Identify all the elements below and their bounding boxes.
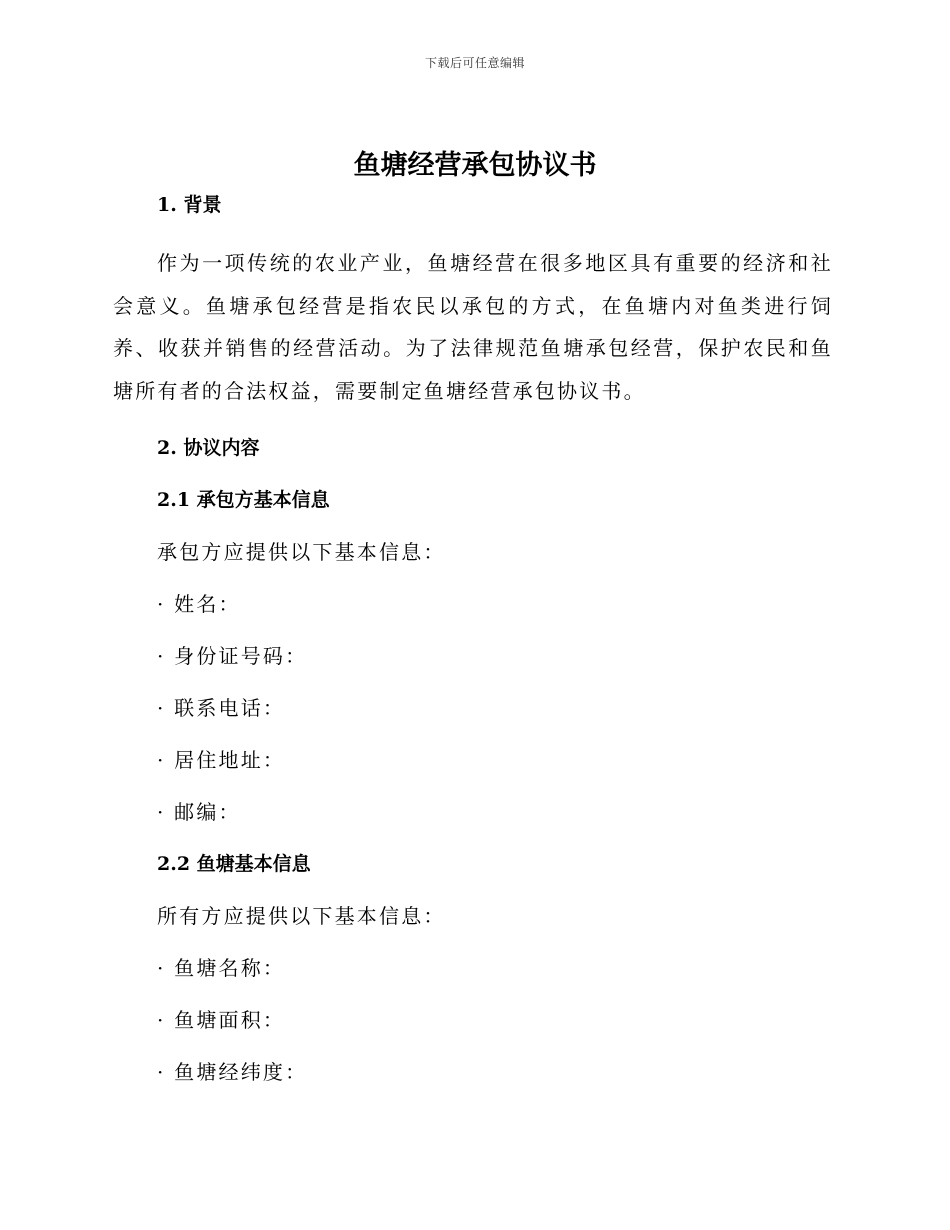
- section-heading-pond-info: 2.2 鱼塘基本信息: [157, 853, 311, 875]
- section-heading-agreement-content: 2. 协议内容: [157, 437, 260, 459]
- contractor-field-name: · 姓名：: [157, 592, 241, 616]
- background-paragraph: 作为一项传统的农业产业，鱼塘经营在很多地区具有重要的经济和社会意义。鱼塘承包经营是指农民以承包的方式，在鱼塘内对鱼类进行饲养、收获并销售的经营活动。为了法律规范鱼塘承包经营，保护农民和鱼塘所有者的合法权益，需要制定鱼塘经营承包协议书。: [113, 251, 833, 403]
- contractor-field-phone: · 联系电话：: [157, 696, 286, 720]
- contractor-field-postcode: · 邮编：: [157, 800, 241, 824]
- section-heading-contractor-info: 2.1 承包方基本信息: [157, 489, 330, 511]
- contractor-info-intro: 承包方应提供以下基本信息：: [157, 540, 446, 564]
- pond-field-coordinates: · 鱼塘经纬度：: [157, 1060, 308, 1084]
- pond-field-name: · 鱼塘名称：: [157, 956, 286, 980]
- pond-field-area: · 鱼塘面积：: [157, 1008, 286, 1032]
- contractor-field-address: · 居住地址：: [157, 748, 286, 772]
- document-title: 鱼塘经营承包协议书: [353, 150, 597, 181]
- contractor-field-id-number: · 身份证号码：: [157, 644, 308, 668]
- page-header: 下载后可任意编辑: [424, 56, 525, 70]
- section-heading-background: 1. 背景: [157, 194, 222, 216]
- pond-info-intro: 所有方应提供以下基本信息：: [157, 904, 446, 928]
- document-body: [113, 190, 833, 1087]
